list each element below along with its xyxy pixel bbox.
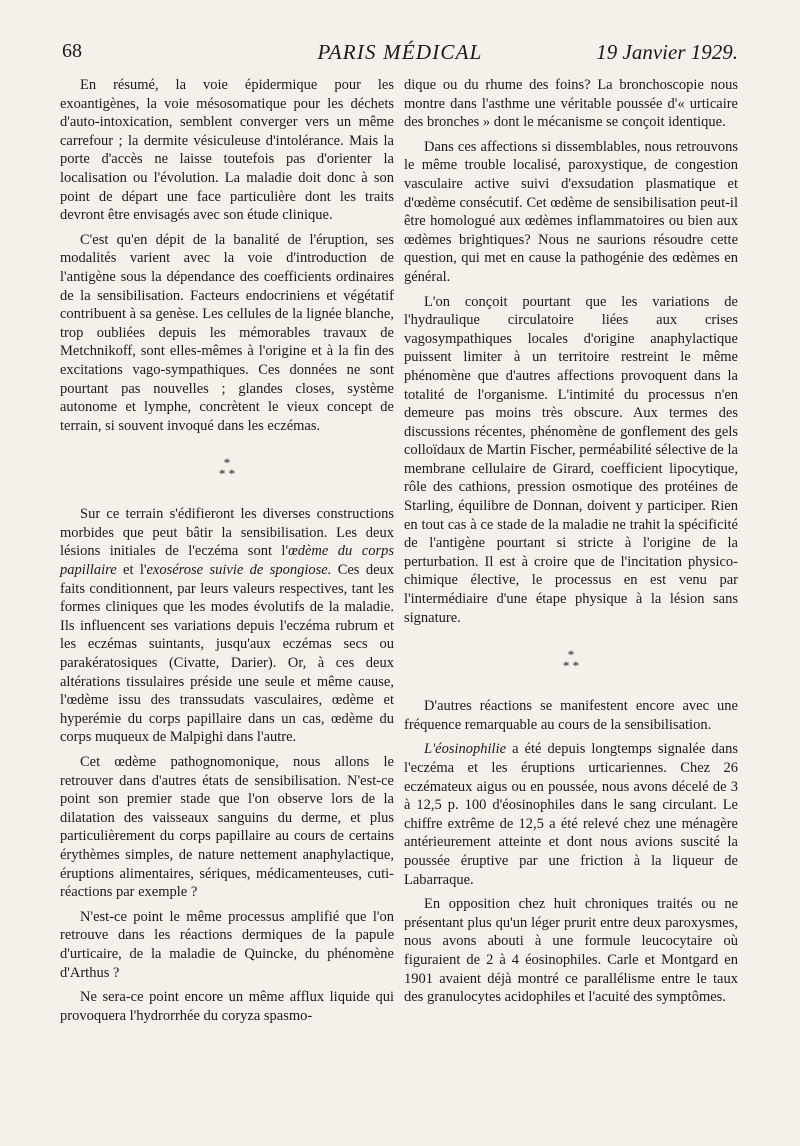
- paragraph: Sur ce terrain s'édifieront les diverses constructions morbides que peut bâtir la sensibilisation. Les deux lésions initiales de l'eczéma sont l'œdème du corps papillaire et l'exosérose suivie de spongiose. Ces deux faits conditionnent, par leurs valeurs respectives, tant les formes cliniques que les modes évolutifs de la maladie. Ils influencent ses variations depuis l'eczéma rubrum et les eczémas suintants, jusqu'aux eczémas secs ou parakératosiques (Civatte, Darier). Or, à ces deux altérations tissulaires préside une seule et même cause, l'œdème issu des transsudats vasculaires, œdème et hyperémie du corps papillaire dans un cas, œdème du corps muqueux de Malpighi dans l'autre.: [60, 506, 394, 746]
- page-number: 68: [62, 40, 82, 62]
- journal-title: PARIS MÉDICAL: [317, 40, 483, 64]
- paragraph: Dans ces affections si dissemblables, nous retrouvons le même trouble localisé, paroxystique, de congestion vasculaire active suivi d'exsudation plasmatique et d'œdème consécutif. Cet œdème de sensibilisation peut-il être homologué aux œdèmes inflammatoires ou bien aux œdèmes brightiques? Nous ne saurions résoudre cette question, qui met en cause la pathogénie des œdèmes en général.: [404, 138, 738, 285]
- issue-date: 19 Janvier 1929.: [596, 40, 738, 64]
- left-column: [60, 76, 394, 1031]
- paragraph: N'est-ce point le même processus amplifié que l'on retrouve dans les réactions dermiques de la papule d'urticaire, de la maladie de Quincke, du phénomène d'Arthus ?: [60, 908, 394, 981]
- paragraph: L'on conçoit pourtant que les variations de l'hydraulique circulatoire liées aux crises vagosympathiques locales d'origine anaphylactique puissent limiter à un territoire restreint le même phénomène que d'autres affections provoquent dans la totalité de l'organisme. L'intimité du processus n'en demeure pas moins très obscure. Aux termes des discussions récentes, phénomène de gonflement des gels colloïdaux de Martin Fischer, perméabilité sélective de la membrane cellulaire de Girard, coefficient lipocytique, rôle des cathions, pression osmotique des protéines de Starling, équilibre de Donnan, doivent y participer. Rien en tout cas à ce stade de la maladie ne trahit la spécificité de l'antigène pourtant si stricte à l'origine de la perturbation. Il est à croire que de l'incitation physico-chimique élective, le processus en est venu par l'intermédiaire d'une étape physique à la lésion sans signature.: [404, 293, 738, 626]
- paragraph: D'autres réactions se manifestent encore avec une fréquence remarquable au cours de la sensibilisation.: [404, 698, 738, 733]
- section-separator: * * *: [218, 455, 236, 482]
- paragraph: Cet œdème pathognomonique, nous allons le retrouver dans d'autres états de sensibilisation. N'est-ce point son premier stade que l'on observe lors de la dilatation des vaisseaux sanguins du derme, et plus particulièrement du corps papillaire au cours de certains érythèmes simples, de nature nettement anaphylactique, éruptions alimentaires, sériques, médicamenteuses, cuti-réactions par exemple ?: [60, 754, 394, 901]
- paragraph: L'éosinophilie a été depuis longtemps signalée dans l'eczéma et les éruptions urticariennes. Chez 26 eczémateux aigus ou en poussée, nous avons décelé de 3 à 12,5 p. 100 d'éosinophiles dans le sang circulant. Le chiffre extrême de 12,5 a été relevé chez une ménagère antérieurement atteinte et dont nous avions suscité la poussée éruptive par une friction à la liqueur de Labarraque.: [404, 741, 738, 888]
- paragraph: En résumé, la voie épidermique pour les exoantigènes, la voie mésosomatique pour les déchets d'auto-intoxication, semblent converger vers un même carrefour ; la dermite vésiculeuse d'intolérance. Mais la porte d'accès ne laisse toutefois pas d'orienter la localisation ou l'évolution. La maladie doit donc à son point de départ une face particulière dont les traits devront être envisagés avec son étude clinique.: [60, 77, 394, 224]
- section-separator: * * *: [562, 647, 580, 674]
- paragraph: Ne sera-ce point encore un même afflux liquide qui provoquera l'hydrorrhée du coryza spasmo-: [60, 989, 394, 1024]
- running-head: [62, 38, 738, 72]
- right-column: [404, 76, 738, 1013]
- paragraph: dique ou du rhume des foins? La bronchoscopie nous montre dans l'asthme une véritable poussée d'« urticaire des bronches » dont le mécanisme se conçoit identique.: [404, 77, 738, 131]
- paragraph: C'est qu'en dépit de la banalité de l'éruption, ses modalités varient avec la voie d'introduction de l'antigène sous la dépendance des coefficients ordinaires de la sensibilisation. Facteurs endocriniens et végétatif contribuent à sa genèse. Les cellules de la lignée blanche, trop oubliées depuis les mémorables travaux de Metchnikoff, sont elles-mêmes à l'origine et à la fin des excitations vago-sympathiques. Ces données ne sont pourtant pas nouvelles ; glandes closes, système autonome et lymphe, concrètent le vieux concept de terrain, si souvent invoqué dans les eczémas.: [60, 231, 394, 434]
- paragraph: En opposition chez huit chroniques traités ou ne présentant plus qu'un léger prurit entre deux paroxysmes, nous avons abouti à une formule leucocytaire où figuraient de 2 à 4 éosinophiles. Carle et Montgard en 1901 avaient déjà montré ce parallélisme entre le taux des granulocytes acidophiles et l'acuité des symptômes.: [404, 896, 738, 1006]
